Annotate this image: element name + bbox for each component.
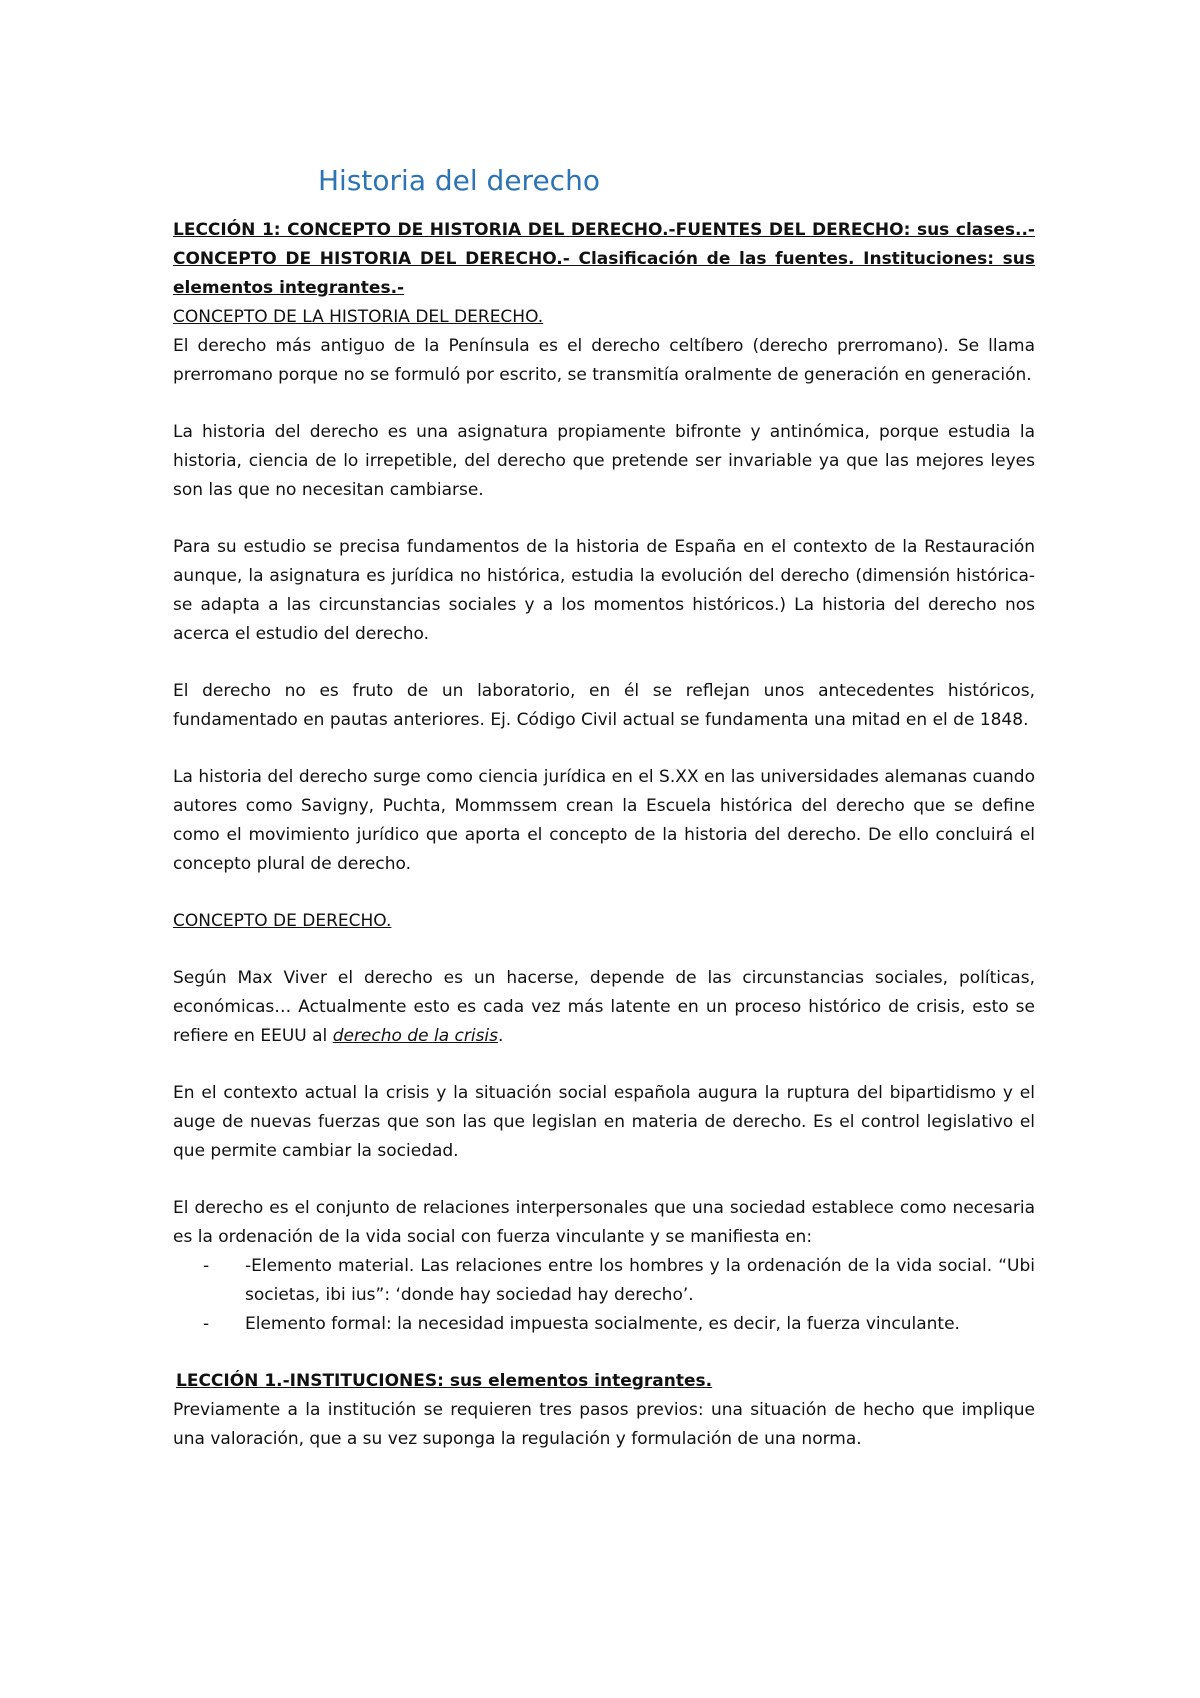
paragraph: La historia del derecho es una asignatura propiamente bifronte y antinómica, porque estudia la historia, ciencia de lo irrepetible, del derecho que pretende ser invariable ya que las mejores leyes son las que no necesitan cambiarse. <box>173 422 1035 500</box>
bullet-dash: - <box>203 1256 210 1276</box>
document-title: Historia del derecho <box>318 164 600 197</box>
list-item-text: Elemento formal: la necesidad impuesta socialmente, es decir, la fuerza vinculante. <box>245 1314 960 1334</box>
list-item-text: -Elemento material. Las relaciones entre los hombres y la ordenación de la vida social. “Ubi societas, ibi ius”: ‘donde hay sociedad hay derecho’. <box>245 1256 1035 1305</box>
derecho-de-la-crisis-emphasis: derecho de la crisis <box>332 1026 499 1046</box>
lesson-header: LECCIÓN 1: CONCEPTO DE HISTORIA DEL DERECHO.-FUENTES DEL DERECHO: sus clases..- CONCEPTO DE HISTORIA DEL DERECHO.- Clasificación de las fuentes. Instituciones: sus elementos integrantes.- <box>173 220 1035 298</box>
list-item <box>173 1310 1035 1339</box>
elements-list <box>173 1252 1035 1339</box>
paragraph-text: Según Max Viver el derecho es un hacerse, depende de las circunstancias sociales, políticas, económicas… Actualmente esto es cada vez más latente en un proceso histórico de crisis, esto se refiere en EEUU al <box>173 968 1035 1046</box>
paragraph: El derecho más antiguo de la Península es el derecho celtíbero (derecho prerromano). Se llama prerromano porque no se formuló por escrito, se transmitía oralmente de generación en generación. <box>173 336 1035 385</box>
section-heading-concepto-historia <box>173 303 1035 332</box>
paragraph-text: . <box>498 1026 504 1046</box>
paragraph: El derecho es el conjunto de relaciones interpersonales que una sociedad establece como necesaria es la ordenación de la vida social con fuerza vinculante y se manifiesta en: <box>173 1198 1035 1247</box>
paragraph: El derecho no es fruto de un laboratorio, en él se reflejan unos antecedentes históricos, fundamentado en pautas anteriores. Ej. Código Civil actual se fundamenta una mitad en el de 1848. <box>173 681 1035 730</box>
document-page <box>173 160 1035 1454</box>
section-heading-concepto-derecho <box>173 907 1035 936</box>
bullet-dash: - <box>203 1314 210 1334</box>
section-heading-text: LECCIÓN 1.-INSTITUCIONES: sus elementos integrantes. <box>176 1371 713 1391</box>
section-heading-instituciones <box>173 1367 1035 1396</box>
list-item <box>173 1252 1035 1310</box>
section-heading-text: CONCEPTO DE DERECHO. <box>173 911 392 931</box>
section-heading-text: CONCEPTO DE LA HISTORIA DEL DERECHO. <box>173 307 544 327</box>
paragraph: La historia del derecho surge como ciencia jurídica en el S.XX en las universidades alemanas cuando autores como Savigny, Puchta, Mommssem crean la Escuela histórica del derecho que se define como el movimiento jurídico que aporta el concepto de la historia del derecho. De ello concluirá el concepto plural de derecho. <box>173 767 1035 874</box>
paragraph <box>173 964 1035 1051</box>
paragraph: Previamente a la institución se requieren tres pasos previos: una situación de hecho que implique una valoración, que a su vez suponga la regulación y formulación de una norma. <box>173 1400 1035 1449</box>
paragraph: Para su estudio se precisa fundamentos de la historia de España en el contexto de la Restauración aunque, la asignatura es jurídica no histórica, estudia la evolución del derecho (dimensión histórica- se adapta a las circunstancias sociales y a los momentos históricos.) La historia del derecho nos acerca el estudio del derecho. <box>173 537 1035 644</box>
paragraph: En el contexto actual la crisis y la situación social española augura la ruptura del bipartidismo y el auge de nuevas fuerzas que son las que legislan en materia de derecho. Es el control legislativo el que permite cambiar la sociedad. <box>173 1083 1035 1161</box>
